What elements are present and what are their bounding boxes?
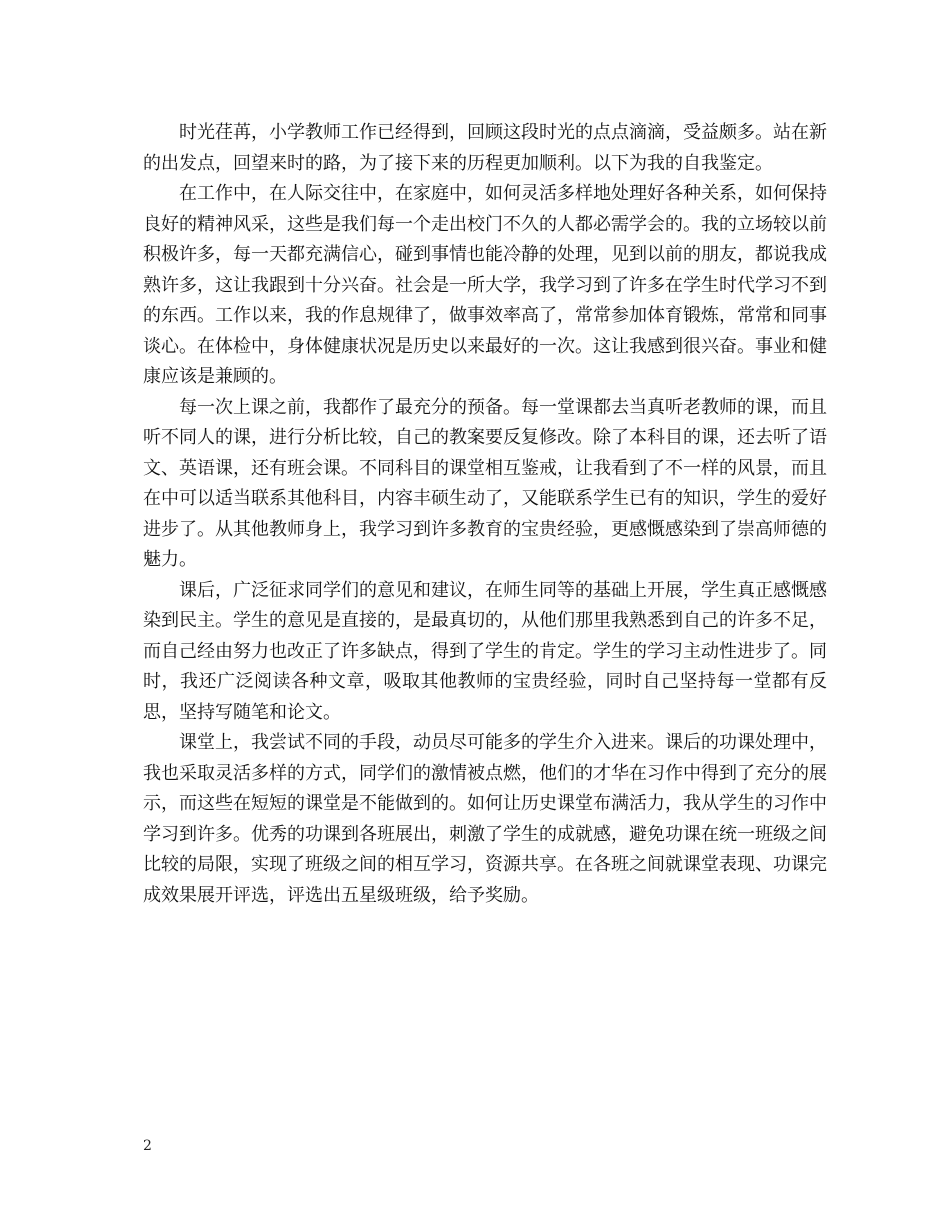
paragraph-5: 课堂上，我尝试不同的手段，动员尽可能多的学生介入进来。课后的功课处理中，我也采取灵活多样的方式，同学们的激情被点燃，他们的才华在习作中得到了充分的展示，而这些在短短的课堂是不能做到的。如何让历史课堂布满活力，我从学生的习作中学习到许多。优秀的功课到各班展出，刺激了学生的成就感，避免功课在统一班级之间比较的局限，实现了班级之间的相互学习，资源共享。在各班之间就课堂表现、功课完成效果展开评选，评选出五星级班级，给予奖励。	[143, 732, 827, 906]
paragraph-4: 课后，广泛征求同学们的意见和建议，在师生同等的基础上开展，学生真正感慨感染到民主。学生的意见是直接的，是最真切的，从他们那里我熟悉到自己的许多不足，而自己经由努力也改正了许多缺点，得到了学生的肯定。学生的学习主动性进步了。同时，我还广泛阅读各种文章，吸取其他教师的宝贵经验，同时自己坚持每一堂都有反思，坚持写随笔和论文。	[143, 579, 827, 723]
paragraph-3: 每一次上课之前，我都作了最充分的预备。每一堂课都去当真听老教师的课，而且听不同人的课，进行分析比较，自己的教案要反复修改。除了本科目的课，还去听了语文、英语课，还有班会课。不同科目的课堂相互鉴戒，让我看到了不一样的风景，而且在中可以适当联系其他科目，内容丰硕生动了，又能联系学生已有的知识，学生的爱好进步了。从其他教师身上，我学习到许多教育的宝贵经验，更感慨感染到了崇高师德的魅力。	[143, 396, 827, 570]
paragraph-2: 在工作中，在人际交往中，在家庭中，如何灵活多样地处理好各种关系，如何保持良好的精神风采，这些是我们每一个走出校门不久的人都必需学会的。我的立场较以前积极许多，每一天都充满信心，碰到事情也能冷静的处理，见到以前的朋友，都说我成熟许多，这让我跟到十分兴奋。社会是一所大学，我学习到了许多在学生时代学习不到的东西。工作以来，我的作息规律了，做事效率高了，常常参加体育锻炼，常常和同事谈心。在体检中，身体健康状况是历史以来最好的一次。这让我感到很兴奋。事业和健康应该是兼顾的。	[143, 183, 827, 387]
paragraph-1: 时光荏苒，小学教师工作已经得到，回顾这段时光的点点滴滴，受益颇多。站在新的出发点，回望来时的路，为了接下来的历程更加顺利。以下为我的自我鉴定。	[143, 122, 827, 174]
document-body	[143, 118, 827, 911]
page-number: 2	[143, 1138, 152, 1154]
